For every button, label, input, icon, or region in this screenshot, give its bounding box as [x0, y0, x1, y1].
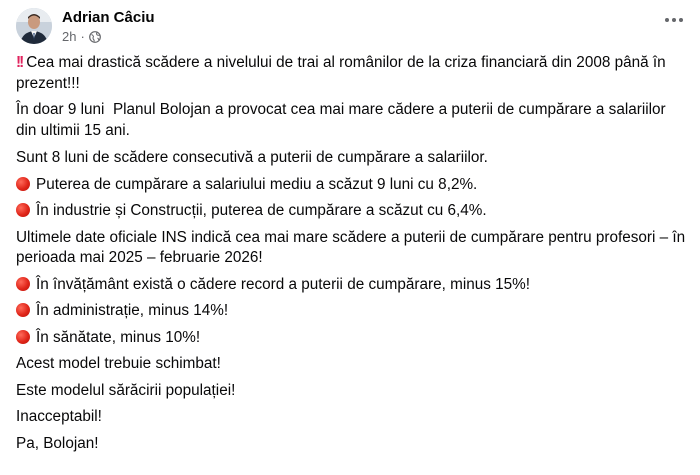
post-meta [62, 8, 155, 45]
paragraph [16, 175, 688, 196]
paragraph-text: Este modelul sărăcirii populației! [16, 381, 236, 399]
paragraph [16, 275, 688, 296]
red-circle-icon [16, 277, 30, 291]
paragraph-text: Acest model trebuie schimbat! [16, 355, 221, 372]
red-circle-icon [16, 330, 30, 344]
paragraph [16, 407, 688, 428]
paragraph [16, 148, 688, 169]
paragraph-text: Pa, Bolojan! [16, 434, 99, 452]
red-circle-icon [16, 177, 30, 191]
paragraph-text: Cea mai drastică scădere a nivelului de trai al românilor de la criza financiară din 2008 până în prezent!!! [16, 54, 670, 92]
paragraph-text: În doar 9 luni Planul Bolojan a provocat cea mai mare cădere a puterii de cumpărare a salariilor din ultimii 15 ani. [16, 101, 670, 139]
author-name[interactable]: Adrian Câciu [62, 8, 155, 26]
more-options-icon[interactable] [660, 10, 688, 30]
paragraph-text: Ultimele date oficiale INS indică cea mai mare scădere a puterii de cumpărare pentru profesori – în perioada mai 2025 – februarie 2026! [16, 228, 690, 266]
paragraph-text: Inacceptabil! [16, 408, 102, 425]
paragraph [16, 434, 688, 455]
paragraph-text: În industrie și Construcții, puterea de cumpărare a scăzut cu 6,4%. [36, 202, 487, 219]
post-body [16, 53, 688, 454]
globe-icon [89, 31, 101, 43]
paragraph [16, 301, 688, 322]
paragraph [16, 328, 688, 349]
red-circle-icon [16, 303, 30, 317]
paragraph-text: Puterea de cumpărare a salariului mediu a scăzut 9 luni cu 8,2%. [36, 175, 478, 193]
paragraph [16, 354, 688, 375]
post-subline [62, 29, 155, 45]
post-time[interactable]: 2h [62, 28, 77, 44]
paragraph [16, 100, 688, 141]
paragraph [16, 201, 688, 222]
paragraph [16, 228, 688, 269]
avatar-image [16, 8, 52, 44]
paragraph [16, 53, 688, 94]
double-exclamation-icon: !! [16, 54, 23, 71]
author-avatar[interactable] [16, 8, 52, 44]
paragraph [16, 381, 688, 402]
red-circle-icon [16, 203, 30, 217]
paragraph-text: În sănătate, minus 10%! [36, 328, 201, 346]
meta-separator: · [80, 28, 85, 44]
post-header [16, 4, 155, 48]
paragraph-text: În învățământ există o cădere record a puterii de cumpărare, minus 15%! [36, 275, 531, 293]
paragraph-text: În administrație, minus 14%! [36, 302, 229, 319]
paragraph-text: Sunt 8 luni de scădere consecutivă a puterii de cumpărare a salariilor. [16, 149, 488, 166]
